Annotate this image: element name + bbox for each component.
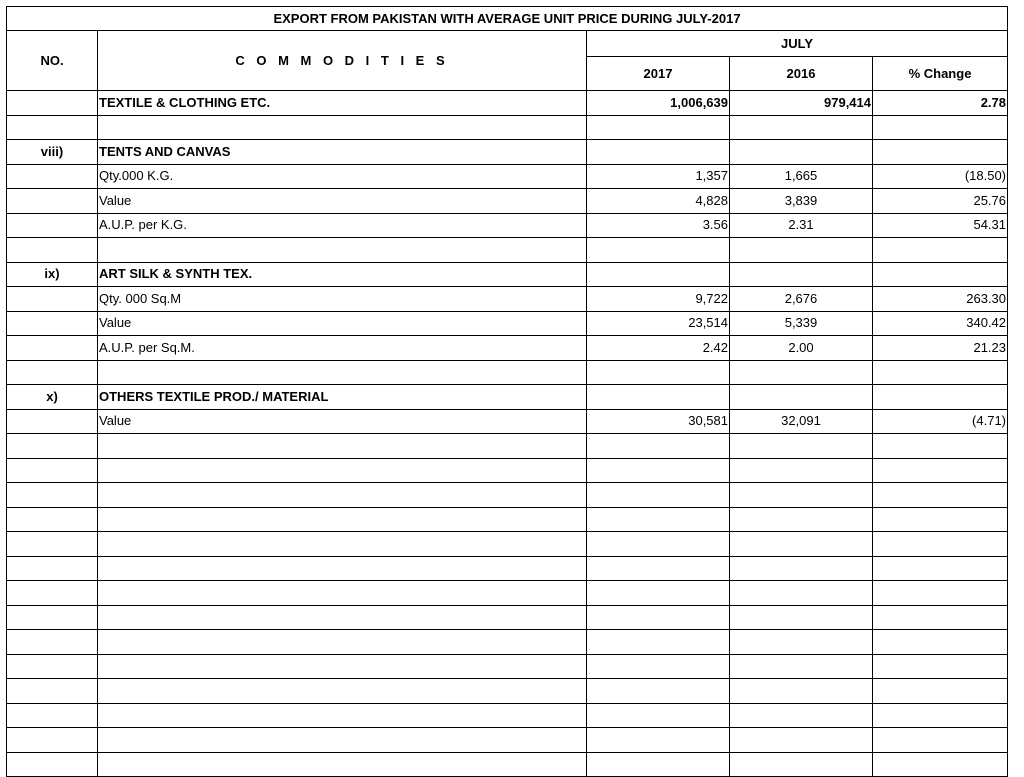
percent-change: [873, 630, 1008, 655]
value-2016: [730, 140, 873, 165]
table-row: [7, 483, 1008, 508]
value-2017: [587, 434, 730, 459]
commodity-label: [98, 238, 587, 263]
value-2017: [587, 728, 730, 753]
commodity-label: Value: [98, 409, 587, 434]
table-row: [7, 434, 1008, 459]
table-row: [7, 532, 1008, 557]
table-row: [7, 262, 1008, 287]
export-table: [6, 6, 1008, 777]
row-number: x): [7, 385, 98, 410]
row-number: [7, 311, 98, 336]
table-row: [7, 385, 1008, 410]
header-year-2016: 2016: [730, 57, 873, 91]
commodity-label: [98, 434, 587, 459]
percent-change: 25.76: [873, 189, 1008, 214]
row-number: [7, 409, 98, 434]
percent-change: (18.50): [873, 164, 1008, 189]
value-2017: [587, 605, 730, 630]
value-2016: [730, 532, 873, 557]
value-2017: [587, 140, 730, 165]
value-2016: [730, 483, 873, 508]
table-row: [7, 336, 1008, 361]
commodity-label: [98, 532, 587, 557]
table-row: [7, 581, 1008, 606]
percent-change: [873, 752, 1008, 777]
percent-change: 263.30: [873, 287, 1008, 312]
commodity-label: [98, 630, 587, 655]
value-2016: [730, 654, 873, 679]
value-2017: 2.42: [587, 336, 730, 361]
commodity-label: A.U.P. per K.G.: [98, 213, 587, 238]
value-2017: [587, 532, 730, 557]
commodity-label: Value: [98, 311, 587, 336]
commodity-label: [98, 483, 587, 508]
value-2017: [587, 262, 730, 287]
commodity-label: [98, 703, 587, 728]
commodity-label: TEXTILE & CLOTHING ETC.: [98, 91, 587, 116]
value-2017: [587, 630, 730, 655]
value-2016: [730, 434, 873, 459]
percent-change: [873, 238, 1008, 263]
value-2016: [730, 115, 873, 140]
value-2017: 9,722: [587, 287, 730, 312]
value-2017: [587, 507, 730, 532]
table-row: [7, 630, 1008, 655]
percent-change: [873, 360, 1008, 385]
commodity-label: Qty.000 K.G.: [98, 164, 587, 189]
value-2017: 4,828: [587, 189, 730, 214]
value-2016: [730, 507, 873, 532]
percent-change: [873, 483, 1008, 508]
commodity-label: ART SILK & SYNTH TEX.: [98, 262, 587, 287]
commodity-label: TENTS AND CANVAS: [98, 140, 587, 165]
value-2016: [730, 360, 873, 385]
percent-change: 54.31: [873, 213, 1008, 238]
percent-change: [873, 262, 1008, 287]
value-2017: 1,006,639: [587, 91, 730, 116]
row-number: [7, 434, 98, 459]
value-2016: 32,091: [730, 409, 873, 434]
row-number: [7, 654, 98, 679]
value-2017: 23,514: [587, 311, 730, 336]
row-number: [7, 164, 98, 189]
commodity-label: [98, 115, 587, 140]
row-number: [7, 483, 98, 508]
commodity-label: Qty. 000 Sq.M: [98, 287, 587, 312]
row-number: [7, 238, 98, 263]
value-2016: [730, 262, 873, 287]
value-2016: 5,339: [730, 311, 873, 336]
header-period: JULY: [587, 31, 1008, 57]
value-2016: 2,676: [730, 287, 873, 312]
row-number: [7, 336, 98, 361]
table-row: [7, 189, 1008, 214]
value-2016: 3,839: [730, 189, 873, 214]
value-2017: [587, 483, 730, 508]
table-row: [7, 140, 1008, 165]
commodity-label: A.U.P. per Sq.M.: [98, 336, 587, 361]
row-number: [7, 630, 98, 655]
table-row: [7, 287, 1008, 312]
table-row: [7, 409, 1008, 434]
table-row: [7, 164, 1008, 189]
value-2016: 1,665: [730, 164, 873, 189]
value-2017: [587, 458, 730, 483]
header-row-1: [7, 31, 1008, 57]
value-2017: [587, 752, 730, 777]
row-number: [7, 458, 98, 483]
value-2016: [730, 703, 873, 728]
percent-change: [873, 140, 1008, 165]
value-2016: [730, 752, 873, 777]
row-number: [7, 115, 98, 140]
header-commodities: C O M M O D I T I E S: [98, 31, 587, 91]
percent-change: [873, 581, 1008, 606]
commodity-label: [98, 581, 587, 606]
value-2016: [730, 581, 873, 606]
value-2017: [587, 679, 730, 704]
value-2017: [587, 115, 730, 140]
header-percent-change: % Change: [873, 57, 1008, 91]
table-row: [7, 728, 1008, 753]
percent-change: [873, 385, 1008, 410]
percent-change: 2.78: [873, 91, 1008, 116]
value-2016: [730, 630, 873, 655]
percent-change: [873, 703, 1008, 728]
value-2017: 3.56: [587, 213, 730, 238]
commodity-label: [98, 654, 587, 679]
value-2017: [587, 581, 730, 606]
percent-change: [873, 532, 1008, 557]
commodity-label: [98, 605, 587, 630]
percent-change: (4.71): [873, 409, 1008, 434]
table-row: [7, 679, 1008, 704]
row-number: [7, 752, 98, 777]
table-row: [7, 703, 1008, 728]
value-2017: [587, 238, 730, 263]
value-2017: [587, 654, 730, 679]
row-number: [7, 507, 98, 532]
row-number: [7, 213, 98, 238]
commodity-label: [98, 507, 587, 532]
percent-change: [873, 679, 1008, 704]
percent-change: [873, 556, 1008, 581]
percent-change: [873, 507, 1008, 532]
table-row: [7, 238, 1008, 263]
row-number: [7, 581, 98, 606]
header-year-2017: 2017: [587, 57, 730, 91]
row-number: [7, 728, 98, 753]
value-2016: [730, 679, 873, 704]
percent-change: [873, 728, 1008, 753]
value-2016: [730, 605, 873, 630]
header-no: NO.: [7, 31, 98, 91]
table-row: [7, 605, 1008, 630]
table-row: [7, 115, 1008, 140]
row-number: [7, 360, 98, 385]
row-number: [7, 287, 98, 312]
row-number: [7, 189, 98, 214]
value-2016: 2.31: [730, 213, 873, 238]
row-number: [7, 679, 98, 704]
table-row: [7, 458, 1008, 483]
value-2017: [587, 385, 730, 410]
row-number: [7, 532, 98, 557]
percent-change: 340.42: [873, 311, 1008, 336]
table-row: [7, 507, 1008, 532]
commodity-label: OTHERS TEXTILE PROD./ MATERIAL: [98, 385, 587, 410]
value-2017: [587, 556, 730, 581]
table-row: [7, 654, 1008, 679]
row-number: [7, 91, 98, 116]
row-number: ix): [7, 262, 98, 287]
percent-change: [873, 654, 1008, 679]
value-2016: [730, 556, 873, 581]
row-number: viii): [7, 140, 98, 165]
value-2016: [730, 458, 873, 483]
table-row: [7, 91, 1008, 116]
table-row: [7, 752, 1008, 777]
row-number: [7, 703, 98, 728]
table-row: [7, 213, 1008, 238]
percent-change: [873, 458, 1008, 483]
value-2016: 2.00: [730, 336, 873, 361]
row-number: [7, 556, 98, 581]
percent-change: [873, 605, 1008, 630]
table-row: [7, 556, 1008, 581]
value-2017: 30,581: [587, 409, 730, 434]
row-number: [7, 605, 98, 630]
table-title: EXPORT FROM PAKISTAN WITH AVERAGE UNIT PRICE DURING JULY-2017: [7, 7, 1008, 31]
value-2016: [730, 238, 873, 263]
commodity-label: [98, 752, 587, 777]
commodity-label: [98, 458, 587, 483]
percent-change: 21.23: [873, 336, 1008, 361]
commodity-label: [98, 728, 587, 753]
value-2017: [587, 360, 730, 385]
table-row: [7, 311, 1008, 336]
percent-change: [873, 434, 1008, 459]
commodity-label: Value: [98, 189, 587, 214]
table-row: [7, 360, 1008, 385]
commodity-label: [98, 360, 587, 385]
commodity-label: [98, 679, 587, 704]
value-2016: 979,414: [730, 91, 873, 116]
value-2017: 1,357: [587, 164, 730, 189]
percent-change: [873, 115, 1008, 140]
commodity-label: [98, 556, 587, 581]
value-2017: [587, 703, 730, 728]
value-2016: [730, 728, 873, 753]
title-row: [7, 7, 1008, 31]
value-2016: [730, 385, 873, 410]
